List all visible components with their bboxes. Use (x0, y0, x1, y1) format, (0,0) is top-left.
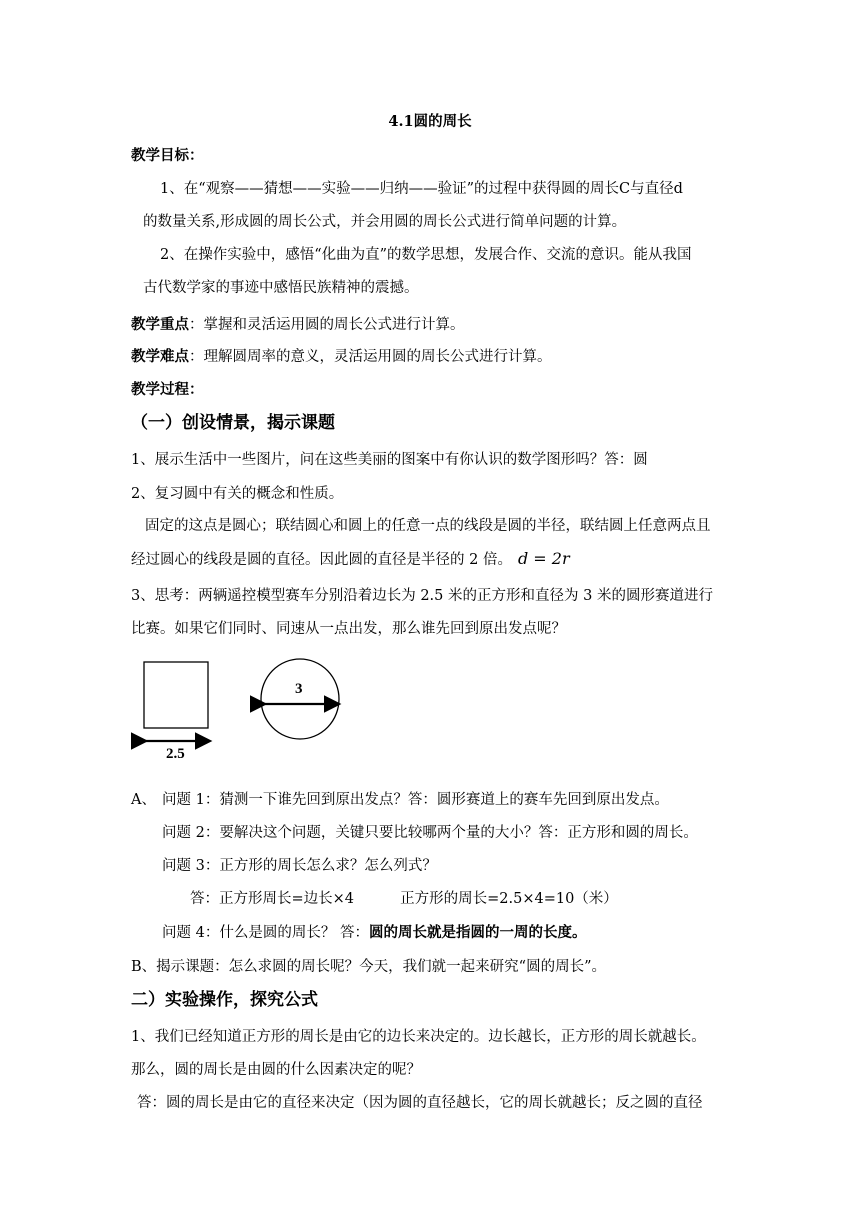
square-side-label: 2.5 (166, 746, 185, 762)
goals-label: 教学目标： (131, 147, 204, 164)
section-1-para-4-a: 3、思考：两辆遥控模型赛车分别沿着边长为 2.5 米的正方形和直径为 3 米的圆形赛道进行 (131, 588, 713, 604)
question-1: 问题 1：猜测一下谁先回到原出发点？答：圆形赛道上的赛车先回到原出发点。 (162, 792, 669, 808)
question-3: 问题 3：正方形的周长怎么求？怎么列式？ (162, 858, 437, 874)
section-1-para-3-b-text: 经过圆心的线段是圆的直径。因此圆的直径是半径的 2 倍。 (131, 552, 512, 568)
answer-4: 圆的周长就是指圆的一周的长度。 (368, 924, 587, 941)
goal-1-line-a: 1、在“观察——猜想——实验——归纳——验证”的过程中获得圆的周长C与直径d (160, 181, 683, 197)
process-label: 教学过程： (131, 381, 204, 398)
section-2-para-1-b: 那么，圆的周长是由圆的什么因素决定的呢？ (131, 1062, 421, 1078)
question-2: 问题 2：要解决这个问题，关键只要比较哪两个量的大小？答：正方形和圆的周长。 (162, 825, 698, 841)
section-1-para-3-b (131, 549, 570, 570)
difficulty-label: 教学难点 (131, 348, 189, 365)
b-line: B、揭示课题：怎么求圆的周长呢？今天，我们就一起来研究“圆的周长”。 (131, 959, 606, 975)
circle-diameter-label: 3 (295, 681, 303, 697)
goal-1-line-b: 的数量关系,形成圆的周长公式，并会用圆的周长公式进行简单问题的计算。 (143, 214, 627, 230)
focus-text: ：掌握和灵活运用圆的周长公式进行计算。 (189, 317, 465, 333)
goal-2-line-a: 2、在操作实验中，感悟“化曲为直”的数学思想，发展合作、交流的意识。能从我国 (160, 247, 692, 263)
section-1-heading: （一）创设情景，揭示课题 (131, 413, 335, 433)
section-2-heading: 二）实验操作，探究公式 (131, 990, 318, 1010)
circle-shape (261, 659, 339, 739)
page-title: 4.1圆的周长 (388, 113, 472, 130)
focus-label: 教学重点 (131, 316, 189, 333)
section-2-para-1-a: 1、我们已经知道正方形的周长是由它的边长来决定的。边长越长，正方形的周长就越长。 (131, 1029, 706, 1045)
square-shape (144, 662, 208, 728)
question-4-text: 问题 4：什么是圆的周长？ 答： (162, 925, 369, 941)
answer-3: 答：正方形周长=边长×4 正方形的周长=2.5×4=10（米） (190, 891, 618, 907)
difficulty-text: ：理解圆周率的意义，灵活运用圆的周长公式进行计算。 (189, 349, 552, 365)
section-1-para-2: 2、复习圆中有关的概念和性质。 (131, 486, 344, 502)
formula-d-2r: d = 2r (517, 549, 570, 568)
section-1-para-3-a: 固定的这点是圆心；联结圆心和圆上的任意一点的线段是圆的半径，联结圆上任意两点且 (145, 518, 711, 534)
section-1-para-1: 1、展示生活中一些图片，问在这些美丽的图案中有你认识的数学图形吗？答：圆 (131, 452, 648, 468)
question-4 (162, 923, 586, 943)
section-2-para-2: 答：圆的周长是由它的直径来决定（因为圆的直径越长，它的周长就越长；反之圆的直径 (137, 1095, 703, 1111)
difficulty-line (131, 347, 552, 367)
qa-a-prefix: A、 (131, 792, 156, 808)
section-1-para-4-b: 比赛。如果它们同时、同速从一点出发，那么谁先回到原出发点呢？ (131, 621, 566, 637)
goal-2-line-b: 古代数学家的事迹中感悟民族精神的震撼。 (143, 280, 419, 296)
focus-line (131, 315, 465, 335)
